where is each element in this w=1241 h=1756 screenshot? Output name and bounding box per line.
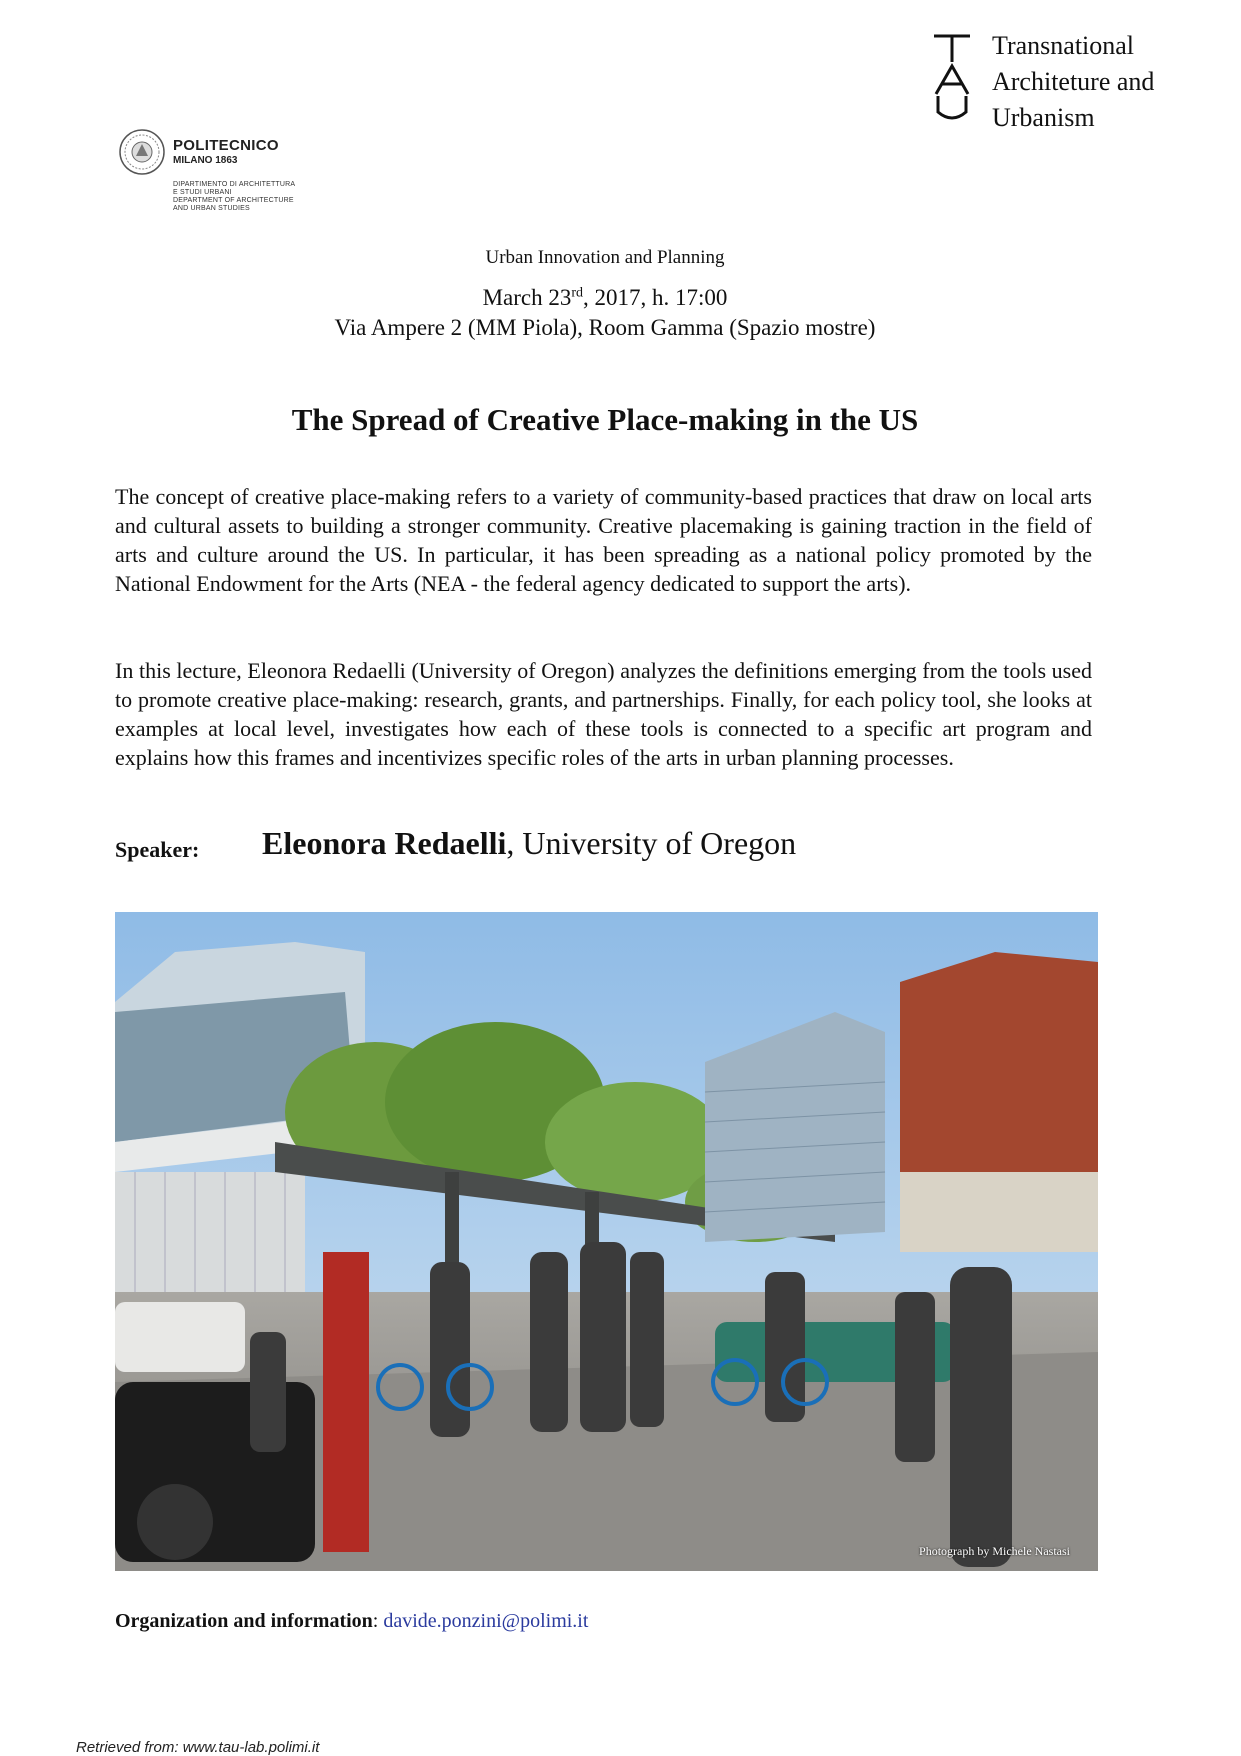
tau-line: Urbanism <box>992 103 1095 132</box>
dept-line: AND URBAN STUDIES <box>173 205 250 212</box>
politecnico-name: POLITECNICO <box>173 137 279 154</box>
organization-label: Organization and information <box>115 1610 373 1632</box>
lecture-title: The Spread of Creative Place-making in the US <box>291 402 919 437</box>
politecnico-department <box>173 181 295 213</box>
abstract-paragraph: The concept of creative place-making refers to a variety of community-based practices that draw on local arts and cultural assets to building a stronger community. Creative placemaking is gaining traction in the field of arts and culture around the US. In particular, it has been spreading as a national policy promoted by the National Endowment for the Arts (NEA - the federal agency dedicated to support the arts). <box>115 484 1092 596</box>
politecnico-year: MILANO 1863 <box>173 155 238 166</box>
politecnico-seal-icon <box>118 128 166 176</box>
tau-logo-text <box>992 28 1154 136</box>
organization-separator: : <box>372 1610 384 1632</box>
retrieved-from-note: Retrieved from: www.tau-lab.polimi.it <box>76 1739 320 1756</box>
organization-info <box>115 1610 588 1633</box>
contact-email-link[interactable]: davide.ponzini@polimi.it <box>383 1610 589 1632</box>
tau-line: Architeture and <box>992 67 1155 96</box>
date-suffix: , 2017, h. 17:00 <box>583 285 728 310</box>
dept-line: DEPARTMENT OF ARCHITECTURE <box>173 197 294 204</box>
speaker-affiliation: , University of Oregon <box>506 825 797 861</box>
dept-line: E STUDI URBANI <box>173 189 232 196</box>
date-prefix: March 23 <box>482 285 572 310</box>
tau-monogram-icon <box>930 32 974 122</box>
series-name: Urban Innovation and Planning <box>485 247 725 268</box>
abstract-paragraph: In this lecture, Eleonora Redaelli (University of Oregon) analyzes the definitions emerging from the tools used to promote creative place-making: research, grants, and partnerships. Finally, for each policy tool, she looks at examples at local level, investigates how each of these tools is connected to a specific art program and explains how this frames and incentivizes specific roles of the arts in urban planning processes. <box>115 658 1092 770</box>
dept-line: DIPARTIMENTO DI ARCHITETTURA <box>173 181 296 188</box>
tau-line: Transnational <box>992 31 1135 60</box>
speaker-info <box>262 825 796 862</box>
event-date <box>0 285 1210 311</box>
photo-credit: Photograph by Michele Nastasi <box>919 1544 1070 1558</box>
date-ordinal: rd <box>571 285 584 301</box>
event-venue: Via Ampere 2 (MM Piola), Room Gamma (Spazio mostre) <box>334 315 876 340</box>
speaker-label: Speaker: <box>115 837 200 862</box>
speaker-name: Eleonora Redaelli <box>262 825 507 861</box>
street-photo <box>115 912 1098 1571</box>
